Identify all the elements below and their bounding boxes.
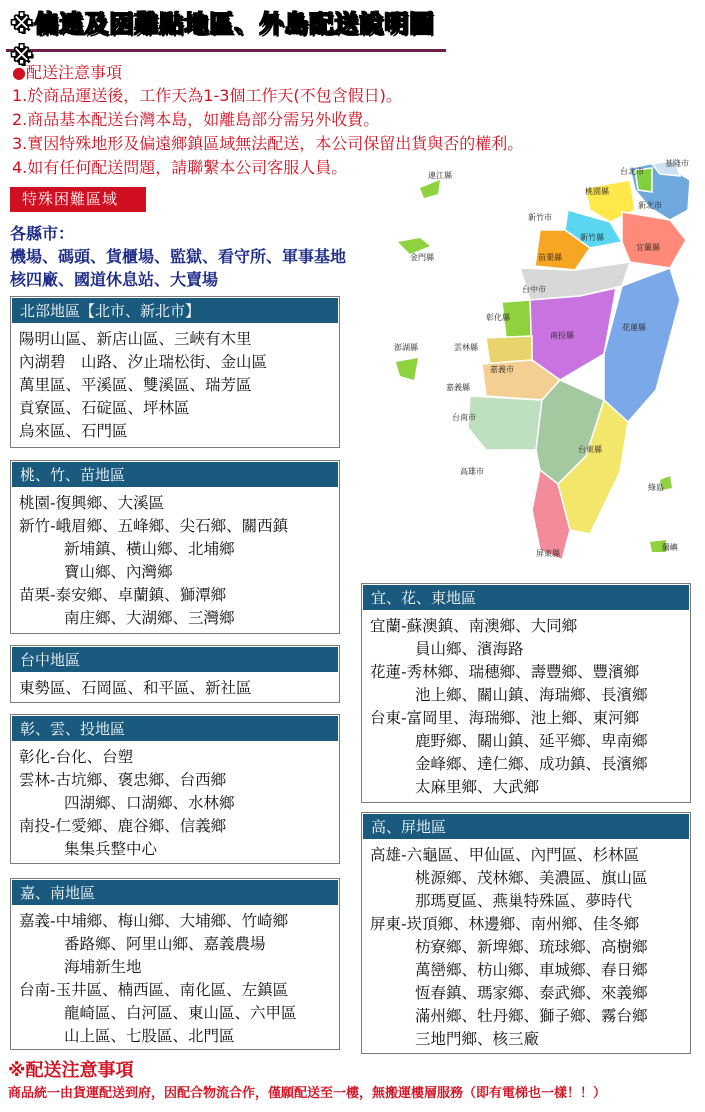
- map-label: 蘭嶼: [662, 543, 678, 552]
- map-label: 屏東縣: [536, 549, 560, 558]
- region-row: 枋寮鄉、新埤鄉、琉球鄉、高樹鄉: [415, 938, 648, 956]
- region-row: 新埔鎮、橫山鄉、北埔鄉: [64, 540, 235, 558]
- region-row: 東勢區、石岡區、和平區、新社區: [19, 679, 252, 697]
- region-box-chiayitainan: [10, 878, 340, 1050]
- region-box-kaopin: [361, 812, 691, 1054]
- region-box-taichung: [10, 645, 340, 703]
- map-label: 嘉義縣: [446, 383, 470, 392]
- region-row: 新竹-峨眉鄉、五峰鄉、尖石鄉、關西鎮: [19, 517, 289, 535]
- note-item: 2.商品基本配送台灣本島，如離島部分需另外收費。: [12, 110, 380, 129]
- map-label: 雲林縣: [454, 343, 478, 352]
- region-row: 鹿野鄉、關山鎮、延平鄉、卑南鄉: [415, 732, 648, 750]
- map-label: 宜蘭縣: [636, 243, 660, 252]
- map-label: 新竹縣: [580, 233, 604, 242]
- region-title: 桃、竹、苗地區: [11, 461, 339, 488]
- region-box-north: [10, 296, 340, 448]
- region-row: 萬巒鄉、枋山鄉、車城鄉、春日鄉: [415, 961, 648, 979]
- region-row: 三地門鄉、核三廠: [415, 1030, 540, 1048]
- region-row: 寶山鄉、內灣鄉: [64, 563, 173, 581]
- region-row: 集集兵整中心: [64, 840, 158, 858]
- region-row: 台東-富岡里、海瑞鄉、池上鄉、東河鄉: [370, 709, 640, 727]
- region-title: 北部地區【北市、新北市】: [11, 297, 339, 324]
- map-label: 南投縣: [550, 331, 574, 340]
- region-row: 太麻里鄉、大武鄉: [415, 778, 540, 796]
- region-row: 南庄鄉、大湖鄉、三灣鄉: [64, 609, 235, 627]
- bottom-notice-text: 商品統一由貨運配送到府，因配合物流合作，僅願配送至一樓，無搬運樓層服務（即有電梯也一樣！！）: [8, 1086, 607, 1101]
- map-label: 新北市: [638, 201, 662, 210]
- region-row: 烏來區、石門區: [19, 422, 128, 440]
- counties-heading: 各縣市：: [10, 224, 75, 243]
- region-row: 桃園-復興鄉、大溪區: [19, 494, 165, 512]
- map-label: 台北市: [620, 167, 644, 176]
- page-title-text: ※偏遠及困難點地區、外島配送說明圖※: [10, 10, 435, 70]
- region-row: 雲林-古坑鄉、褒忠鄉、台西鄉: [19, 771, 227, 789]
- map-label: 基隆市: [665, 159, 689, 168]
- region-box-east: [361, 583, 691, 803]
- special-area-label: 特殊困難區域: [10, 187, 146, 212]
- map-label: 金門縣: [410, 253, 434, 262]
- region-row: 陽明山區、新店山區、三峽有木里: [19, 330, 252, 348]
- region-row: 南投-仁愛鄉、鹿谷鄉、信義鄉: [19, 817, 227, 835]
- map-label: 花蓮縣: [622, 323, 646, 332]
- map-label: 嘉義市: [490, 365, 514, 374]
- region-row: 高雄-六龜區、甲仙區、內門區、杉林區: [370, 846, 640, 864]
- note-item: 1.於商品運送後，工作天為1-3個工作天(不包含假日)。: [12, 86, 402, 105]
- region-row: 海埔新生地: [64, 958, 142, 976]
- map-label: 彰化縣: [486, 313, 510, 322]
- map-label: 綠島: [648, 483, 664, 492]
- region-row: 內湖碧 山路、汐止瑞松街、金山區: [19, 353, 268, 371]
- map-label: 桃園縣: [585, 187, 609, 196]
- region-row: 番路鄉、阿里山鄉、嘉義農場: [64, 935, 266, 953]
- region-row: 山上區、七股區、北門區: [64, 1027, 235, 1045]
- region-title: 台中地區: [11, 646, 339, 673]
- region-title: 高、屏地區: [362, 813, 690, 840]
- map-region-tainan: [468, 396, 542, 450]
- note-item: 3.實因特殊地形及偏遠鄉鎮區域無法配送，本公司保留出貨與否的權利。: [12, 134, 524, 153]
- region-title: 嘉、南地區: [11, 879, 339, 906]
- region-row: 恆春鎮、瑪家鄉、泰武鄉、來義鄉: [415, 984, 648, 1002]
- bottom-notice-heading: ※配送注意事項: [8, 1060, 134, 1081]
- region-row: 龍崎區、白河區、東山區、六甲區: [64, 1004, 297, 1022]
- counties-line: 核四廠、國道休息站、大賣場: [10, 270, 219, 289]
- region-title: 宜、花、東地區: [362, 584, 690, 611]
- region-row: 嘉義-中埔鄉、梅山鄉、大埔鄉、竹崎鄉: [19, 912, 289, 930]
- region-row: 台南-玉井區、楠西區、南化區、左鎮區: [19, 981, 289, 999]
- map-island-kinmen: [398, 238, 430, 254]
- map-island-penghu: [396, 358, 418, 380]
- region-row: 滿州鄉、牡丹鄉、獅子鄉、霧台鄉: [415, 1007, 648, 1025]
- taiwan-map: [390, 150, 700, 570]
- page-title: [6, 8, 446, 70]
- map-label: 新竹市: [528, 213, 552, 222]
- map-label: 澎湖縣: [394, 343, 418, 352]
- map-region-yilan: [622, 212, 686, 268]
- note-item: 4.如有任何配送問題，請聯繫本公司客服人員。: [12, 158, 348, 177]
- region-row: 四湖鄉、口湖鄉、水林鄉: [64, 794, 235, 812]
- region-box-taozhumiao: [10, 460, 340, 634]
- region-row: 金峰鄉、達仁鄉、成功鎮、長濱鄉: [415, 755, 648, 773]
- region-row: 花蓮-秀林鄉、瑞穗鄉、壽豐鄉、豐濱鄉: [370, 663, 640, 681]
- counties-line: 機場、碼頭、貨櫃場、監獄、看守所、軍事基地: [10, 247, 347, 266]
- region-row: 桃源鄉、茂林鄉、美濃區、旗山區: [415, 869, 648, 887]
- region-row: 員山鄉、濱海路: [415, 640, 524, 658]
- map-label: 台中市: [522, 285, 546, 294]
- map-label: 苗栗縣: [538, 253, 562, 262]
- region-row: 彰化-台化、台塑: [19, 748, 134, 766]
- map-label: 台南市: [452, 413, 476, 422]
- map-island-lienchiang: [420, 180, 440, 198]
- map-label: 台東縣: [578, 445, 602, 454]
- map-label: 連江縣: [428, 171, 452, 180]
- region-row: 萬里區、平溪區、雙溪區、瑞芳區: [19, 376, 252, 394]
- region-row: 池上鄉、關山鎮、海瑞鄉、長濱鄉: [415, 686, 648, 704]
- region-row: 貢寮區、石碇區、坪林區: [19, 399, 190, 417]
- region-row: 宜蘭-蘇澳鎮、南澳鄉、大同鄉: [370, 617, 578, 635]
- map-label: 高雄市: [460, 467, 484, 476]
- region-box-changyuntou: [10, 714, 340, 864]
- counties-list: [10, 222, 400, 291]
- notes-heading: ●配送注意事項: [12, 63, 122, 82]
- region-title: 彰、雲、投地區: [11, 715, 339, 742]
- region-row: 屏東-崁頂鄉、林邊鄉、南州鄉、佳冬鄉: [370, 915, 640, 933]
- region-row: 那瑪夏區、燕巢特殊區、夢時代: [415, 892, 633, 910]
- region-row: 苗栗-泰安鄉、卓蘭鎮、獅潭鄉: [19, 586, 227, 604]
